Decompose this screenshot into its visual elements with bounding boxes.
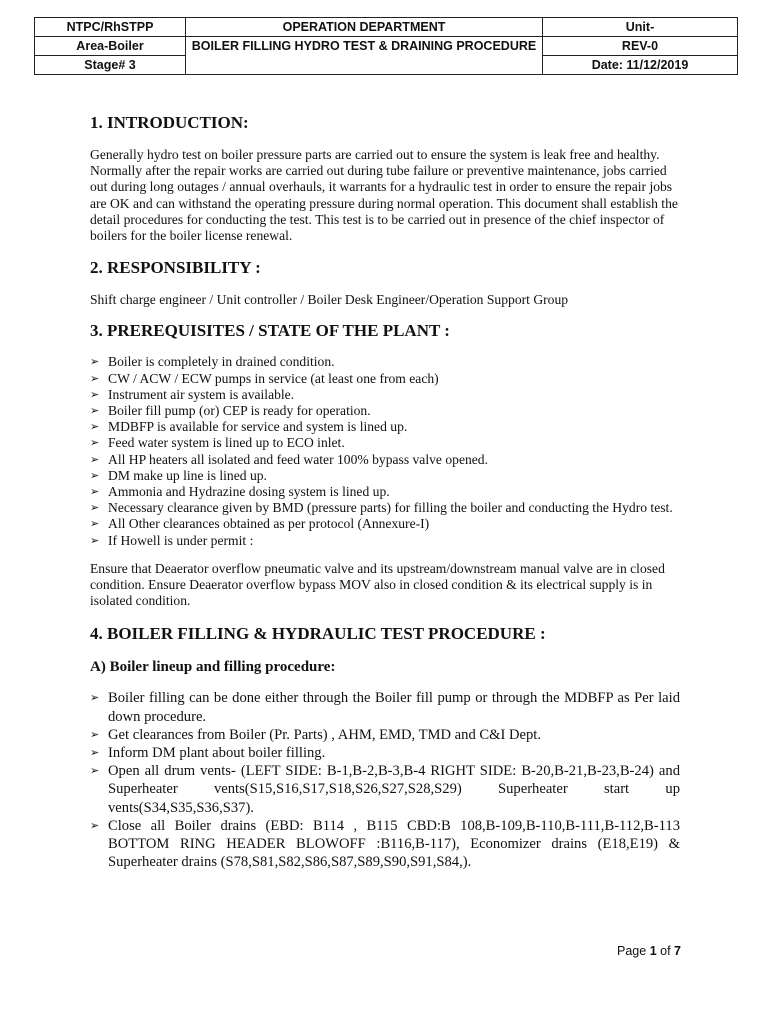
section-4a-subtitle: A) Boiler lineup and filling procedure: [90,659,336,676]
section-4-title: 4. BOILER FILLING & HYDRAULIC TEST PROCEDURE : [90,624,546,644]
list-item: ➢ Feed water system is lined up to ECO inlet. [90,435,345,451]
document-header-table [34,17,738,75]
list-item: ➢ All Other clearances obtained as per protocol (Annexure-I) [90,516,430,532]
arrow-bullet-icon: ➢ [90,727,100,741]
list-item: ➢ Close all Boiler drains (EBD: B114 , B115 CBD:B 108,B-109,B-110,B-111,B-112,B-113 BOTTOM RING HEADER BLOWOFF :B116,B-117), Economizer drains (E18,E19) & Superheater drains (S78,S81,S82,S86,S87,S89,S90,S91,S84,). [90,817,680,871]
header-revision: REV-0 [543,37,738,56]
arrow-bullet-icon: ➢ [90,818,100,832]
prerequisites-list [90,354,680,548]
list-item: ➢ Boiler fill pump (or) CEP is ready for operation. [90,403,371,419]
section-2-body: Shift charge engineer / Unit controller / Boiler Desk Engineer/Operation Support Group [90,292,569,308]
filling-procedure-list [90,689,680,871]
section-1-title: 1. INTRODUCTION: [90,113,249,132]
arrow-bullet-icon: ➢ [90,355,100,369]
arrow-bullet-icon: ➢ [90,533,100,547]
list-item: ➢ Open all drum vents- (LEFT SIDE: B-1,B-2,B-3,B-4 RIGHT SIDE: B-20,B-21,B-23,B-24) and Superheater vents(S15,S16,S17,S18,S26,S27,S28,S29) Superheater start up vents(S34,S35,S36,S37). [90,763,680,816]
list-item: ➢ All HP heaters all isolated and feed water 100% bypass valve opened. [90,451,489,467]
arrow-bullet-icon: ➢ [90,404,100,418]
list-item: ➢ Ammonia and Hydrazine dosing system is lined up. [90,484,390,500]
arrow-bullet-icon: ➢ [90,501,100,515]
section-2-title: 2. RESPONSIBILITY : [90,258,261,278]
document-body [90,112,680,872]
list-item: ➢ CW / ACW / ECW pumps in service (at least one from each) [90,370,439,386]
header-unit: Unit- [543,18,738,37]
arrow-bullet-icon: ➢ [90,691,100,705]
arrow-bullet-icon: ➢ [90,420,100,434]
header-stage: Stage# 3 [35,56,186,75]
section-3-title: 3. PREREQUISITES / STATE OF THE PLANT : [90,321,450,341]
deaerator-note: Ensure that Deaerator overflow pneumatic valve and its upstream/downstream manual valve are in closed condition. Ensure Deaerator overflow bypass MOV also in closed condition & its electrical supply is in isolated condition. [90,560,665,609]
arrow-bullet-icon: ➢ [90,746,100,760]
arrow-bullet-icon: ➢ [90,468,100,482]
header-org: NTPC/RhSTPP [35,18,186,37]
list-item: ➢ Instrument air system is available. [90,386,295,402]
header-department: OPERATION DEPARTMENT [186,18,543,37]
arrow-bullet-icon: ➢ [90,436,100,450]
arrow-bullet-icon: ➢ [90,764,100,778]
section-1-body: Generally hydro test on boiler pressure parts are carried out to ensure the system is leak free and healthy. Normally after the repair works are carried out during tube failure or preventive maintenance, jobs carried out during long outages / annual overhauls, it warrants for a hydraulic test in order to ensure the repair jobs are OK and can withstand the operating pressure during normal operation. This document shall establish the detail procedures for conducting the test. This test is to be carried out in presence of the chief inspector of boilers for the boiler license renewal. [90,147,678,244]
arrow-bullet-icon: ➢ [90,387,100,401]
header-doc-title: BOILER FILLING HYDRO TEST & DRAINING PROCEDURE [186,37,543,75]
arrow-bullet-icon: ➢ [90,452,100,466]
arrow-bullet-icon: ➢ [90,485,100,499]
header-area: Area-Boiler [35,37,186,56]
list-item: ➢ Boiler is completely in drained condition. [90,354,335,370]
page-number: Page 1 of 7 [617,944,681,958]
list-item: ➢ Inform DM plant about boiler filling. [90,745,326,762]
list-item: ➢ If Howell is under permit : [90,532,254,548]
list-item: ➢ Boiler filling can be done either through the Boiler fill pump or through the MDBFP as Per laid down procedure. [90,690,680,725]
list-item: ➢ MDBFP is available for service and system is lined up. [90,419,408,435]
header-date: Date: 11/12/2019 [543,56,738,75]
list-item: ➢ DM make up line is lined up. [90,467,267,483]
arrow-bullet-icon: ➢ [90,371,100,385]
list-item: ➢ Get clearances from Boiler (Pr. Parts) , AHM, EMD, TMD and C&I Dept. [90,726,542,743]
list-item: ➢ Necessary clearance given by BMD (pressure parts) for filling the boiler and conducting the Hydro test. [90,500,673,516]
arrow-bullet-icon: ➢ [90,517,100,531]
